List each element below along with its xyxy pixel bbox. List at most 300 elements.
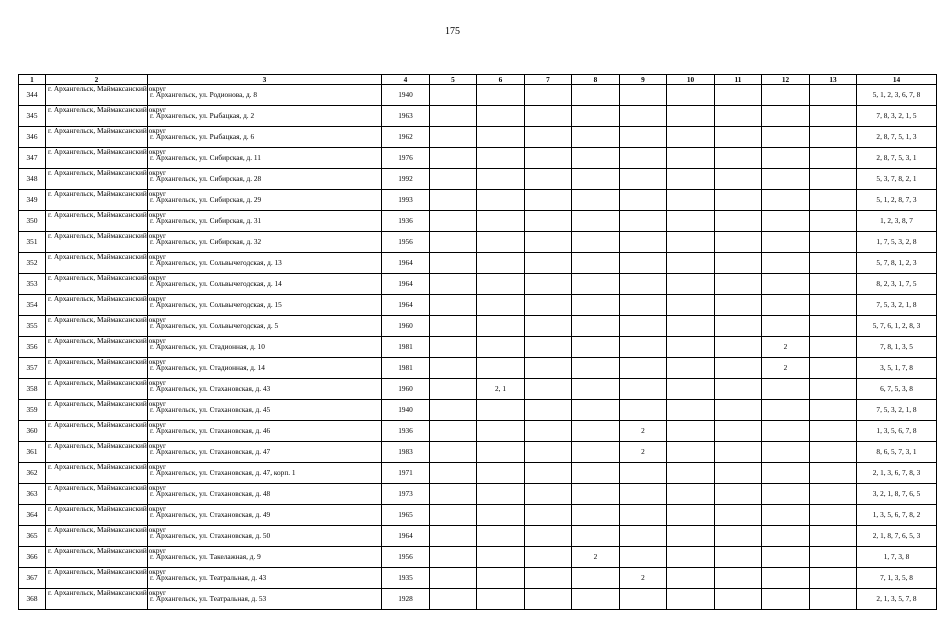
locality-cell: г. Архангельск, Маймаксанский округ — [46, 526, 148, 547]
locality-cell: г. Архангельск, Маймаксанский округ — [46, 463, 148, 484]
locality-cell: г. Архангельск, Маймаксанский округ — [46, 505, 148, 526]
address-cell: г. Архангельск, ул. Сольвычегодская, д. 13 — [148, 253, 382, 274]
col5-cell — [430, 505, 477, 526]
col8-cell — [572, 463, 620, 484]
col9-cell — [620, 400, 667, 421]
col10-cell — [667, 106, 715, 127]
locality-cell: г. Архангельск, Маймаксанский округ — [46, 421, 148, 442]
col11-cell — [715, 253, 762, 274]
locality-cell: г. Архангельск, Маймаксанский округ — [46, 295, 148, 316]
col12-cell — [762, 463, 810, 484]
table-row — [19, 190, 937, 211]
col13-cell — [810, 484, 857, 505]
column-header: 7 — [525, 75, 572, 85]
col7-cell — [525, 526, 572, 547]
col7-cell — [525, 232, 572, 253]
table-row — [19, 274, 937, 295]
address-cell: г. Архангельск, ул. Сибирская, д. 11 — [148, 148, 382, 169]
year-cell: 1964 — [382, 526, 430, 547]
col11-cell — [715, 85, 762, 106]
year-cell: 1936 — [382, 421, 430, 442]
address-cell: г. Архангельск, ул. Сибирская, д. 29 — [148, 190, 382, 211]
col13-cell — [810, 106, 857, 127]
col12-cell — [762, 190, 810, 211]
address-cell: г. Архангельск, ул. Сольвычегодская, д. 14 — [148, 274, 382, 295]
col13-cell — [810, 442, 857, 463]
col7-cell — [525, 400, 572, 421]
col10-cell — [667, 463, 715, 484]
locality-cell: г. Архангельск, Маймаксанский округ — [46, 442, 148, 463]
address-cell: г. Архангельск, ул. Стадионная, д. 10 — [148, 337, 382, 358]
col8-cell — [572, 169, 620, 190]
col14-cell: 2, 8, 7, 5, 1, 3 — [857, 127, 937, 148]
col9-cell — [620, 211, 667, 232]
col14-cell: 5, 7, 8, 1, 2, 3 — [857, 253, 937, 274]
address-cell: г. Архангельск, ул. Рыбацкая, д. 6 — [148, 127, 382, 148]
year-cell: 1935 — [382, 568, 430, 589]
year-cell: 1973 — [382, 484, 430, 505]
col8-cell: 2 — [572, 547, 620, 568]
year-cell: 1956 — [382, 232, 430, 253]
address-cell: г. Архангельск, ул. Театральная, д. 53 — [148, 589, 382, 610]
col9-cell: 2 — [620, 442, 667, 463]
col11-cell — [715, 505, 762, 526]
address-cell: г. Архангельск, ул. Стахановская, д. 46 — [148, 421, 382, 442]
col9-cell — [620, 463, 667, 484]
row-number: 359 — [19, 400, 46, 421]
table-body — [19, 85, 937, 610]
col7-cell — [525, 316, 572, 337]
col11-cell — [715, 106, 762, 127]
locality-cell: г. Архангельск, Маймаксанский округ — [46, 190, 148, 211]
col12-cell — [762, 169, 810, 190]
col6-cell — [477, 400, 525, 421]
col14-cell: 5, 1, 2, 8, 7, 3 — [857, 190, 937, 211]
col11-cell — [715, 484, 762, 505]
col14-cell: 1, 2, 3, 8, 7 — [857, 211, 937, 232]
col11-cell — [715, 547, 762, 568]
col12-cell: 2 — [762, 358, 810, 379]
col6-cell — [477, 526, 525, 547]
col8-cell — [572, 379, 620, 400]
column-header-row — [19, 75, 937, 85]
col11-cell — [715, 211, 762, 232]
col6-cell: 2, 1 — [477, 379, 525, 400]
col12-cell: 2 — [762, 337, 810, 358]
table-row — [19, 106, 937, 127]
col9-cell — [620, 106, 667, 127]
col11-cell — [715, 190, 762, 211]
col10-cell — [667, 295, 715, 316]
row-number: 352 — [19, 253, 46, 274]
column-header: 2 — [46, 75, 148, 85]
col12-cell — [762, 526, 810, 547]
col10-cell — [667, 211, 715, 232]
address-cell: г. Архангельск, ул. Сибирская, д. 32 — [148, 232, 382, 253]
table-row — [19, 442, 937, 463]
col13-cell — [810, 400, 857, 421]
col5-cell — [430, 442, 477, 463]
locality-cell: г. Архангельск, Маймаксанский округ — [46, 337, 148, 358]
col7-cell — [525, 568, 572, 589]
col9-cell — [620, 253, 667, 274]
col8-cell — [572, 400, 620, 421]
col10-cell — [667, 316, 715, 337]
col6-cell — [477, 442, 525, 463]
col12-cell — [762, 442, 810, 463]
column-header: 6 — [477, 75, 525, 85]
col6-cell — [477, 484, 525, 505]
column-header: 14 — [857, 75, 937, 85]
col13-cell — [810, 568, 857, 589]
col6-cell — [477, 190, 525, 211]
col10-cell — [667, 274, 715, 295]
table-row — [19, 505, 937, 526]
col7-cell — [525, 547, 572, 568]
col10-cell — [667, 484, 715, 505]
row-number: 367 — [19, 568, 46, 589]
col12-cell — [762, 106, 810, 127]
col8-cell — [572, 274, 620, 295]
table-row — [19, 547, 937, 568]
col8-cell — [572, 148, 620, 169]
address-cell: г. Архангельск, ул. Стахановская, д. 47 — [148, 442, 382, 463]
col11-cell — [715, 337, 762, 358]
col8-cell — [572, 337, 620, 358]
col7-cell — [525, 127, 572, 148]
col10-cell — [667, 421, 715, 442]
row-number: 368 — [19, 589, 46, 610]
col13-cell — [810, 547, 857, 568]
table-row — [19, 526, 937, 547]
col9-cell — [620, 85, 667, 106]
col10-cell — [667, 400, 715, 421]
row-number: 356 — [19, 337, 46, 358]
col14-cell: 8, 6, 5, 7, 3, 1 — [857, 442, 937, 463]
col13-cell — [810, 274, 857, 295]
col14-cell: 1, 3, 5, 6, 7, 8 — [857, 421, 937, 442]
col12-cell — [762, 379, 810, 400]
col6-cell — [477, 505, 525, 526]
col13-cell — [810, 337, 857, 358]
col7-cell — [525, 85, 572, 106]
column-header: 12 — [762, 75, 810, 85]
column-header: 1 — [19, 75, 46, 85]
row-number: 350 — [19, 211, 46, 232]
col6-cell — [477, 316, 525, 337]
col10-cell — [667, 337, 715, 358]
col14-cell: 1, 3, 5, 6, 7, 8, 2 — [857, 505, 937, 526]
address-cell: г. Архангельск, ул. Рыбацкая, д. 2 — [148, 106, 382, 127]
col10-cell — [667, 85, 715, 106]
locality-cell: г. Архангельск, Маймаксанский округ — [46, 589, 148, 610]
col9-cell: 2 — [620, 568, 667, 589]
column-header: 8 — [572, 75, 620, 85]
col9-cell — [620, 484, 667, 505]
col5-cell — [430, 526, 477, 547]
col5-cell — [430, 106, 477, 127]
col7-cell — [525, 589, 572, 610]
table-row — [19, 568, 937, 589]
col13-cell — [810, 589, 857, 610]
col8-cell — [572, 253, 620, 274]
col12-cell — [762, 547, 810, 568]
year-cell: 1976 — [382, 148, 430, 169]
col14-cell: 8, 2, 3, 1, 7, 5 — [857, 274, 937, 295]
col14-cell: 7, 5, 3, 2, 1, 8 — [857, 400, 937, 421]
year-cell: 1960 — [382, 316, 430, 337]
col8-cell — [572, 442, 620, 463]
locality-cell: г. Архангельск, Маймаксанский округ — [46, 274, 148, 295]
col12-cell — [762, 505, 810, 526]
address-cell: г. Архангельск, ул. Сибирская, д. 31 — [148, 211, 382, 232]
col13-cell — [810, 463, 857, 484]
col9-cell — [620, 547, 667, 568]
locality-cell: г. Архангельск, Маймаксанский округ — [46, 547, 148, 568]
col10-cell — [667, 526, 715, 547]
col14-cell: 5, 1, 2, 3, 6, 7, 8 — [857, 85, 937, 106]
col12-cell — [762, 295, 810, 316]
row-number: 344 — [19, 85, 46, 106]
locality-cell: г. Архангельск, Маймаксанский округ — [46, 211, 148, 232]
col5-cell — [430, 274, 477, 295]
col9-cell — [620, 190, 667, 211]
col11-cell — [715, 274, 762, 295]
year-cell: 1940 — [382, 400, 430, 421]
col10-cell — [667, 589, 715, 610]
locality-cell: г. Архангельск, Маймаксанский округ — [46, 232, 148, 253]
col5-cell — [430, 85, 477, 106]
year-cell: 1928 — [382, 589, 430, 610]
year-cell: 1960 — [382, 379, 430, 400]
address-cell: г. Архангельск, ул. Театральная, д. 43 — [148, 568, 382, 589]
year-cell: 1983 — [382, 442, 430, 463]
col13-cell — [810, 85, 857, 106]
col8-cell — [572, 358, 620, 379]
col6-cell — [477, 232, 525, 253]
col9-cell — [620, 232, 667, 253]
column-header: 11 — [715, 75, 762, 85]
col13-cell — [810, 316, 857, 337]
row-number: 365 — [19, 526, 46, 547]
col12-cell — [762, 316, 810, 337]
col7-cell — [525, 358, 572, 379]
col12-cell — [762, 400, 810, 421]
col8-cell — [572, 484, 620, 505]
col7-cell — [525, 169, 572, 190]
col14-cell: 5, 3, 7, 8, 2, 1 — [857, 169, 937, 190]
col5-cell — [430, 316, 477, 337]
col8-cell — [572, 316, 620, 337]
locality-cell: г. Архангельск, Маймаксанский округ — [46, 253, 148, 274]
col10-cell — [667, 190, 715, 211]
col9-cell: 2 — [620, 421, 667, 442]
col13-cell — [810, 526, 857, 547]
col9-cell — [620, 148, 667, 169]
row-number: 366 — [19, 547, 46, 568]
row-number: 355 — [19, 316, 46, 337]
year-cell: 1936 — [382, 211, 430, 232]
col13-cell — [810, 358, 857, 379]
col5-cell — [430, 589, 477, 610]
year-cell: 1993 — [382, 190, 430, 211]
table-row — [19, 421, 937, 442]
year-cell: 1964 — [382, 295, 430, 316]
col5-cell — [430, 169, 477, 190]
col14-cell: 7, 8, 3, 2, 1, 5 — [857, 106, 937, 127]
col10-cell — [667, 148, 715, 169]
col9-cell — [620, 169, 667, 190]
address-cell: г. Архангельск, ул. Такелажная, д. 9 — [148, 547, 382, 568]
table-row — [19, 400, 937, 421]
col7-cell — [525, 505, 572, 526]
col8-cell — [572, 127, 620, 148]
locality-cell: г. Архангельск, Маймаксанский округ — [46, 316, 148, 337]
col14-cell: 7, 5, 3, 2, 1, 8 — [857, 295, 937, 316]
col7-cell — [525, 421, 572, 442]
col8-cell — [572, 106, 620, 127]
col14-cell: 2, 1, 3, 5, 7, 8 — [857, 589, 937, 610]
year-cell: 1956 — [382, 547, 430, 568]
col14-cell: 3, 2, 1, 8, 7, 6, 5 — [857, 484, 937, 505]
column-header: 13 — [810, 75, 857, 85]
col10-cell — [667, 127, 715, 148]
year-cell: 1992 — [382, 169, 430, 190]
col5-cell — [430, 337, 477, 358]
locality-cell: г. Архангельск, Маймаксанский округ — [46, 148, 148, 169]
col9-cell — [620, 337, 667, 358]
row-number: 353 — [19, 274, 46, 295]
col13-cell — [810, 253, 857, 274]
locality-cell: г. Архангельск, Маймаксанский округ — [46, 358, 148, 379]
column-header: 10 — [667, 75, 715, 85]
address-cell: г. Архангельск, ул. Стахановская, д. 47, корп. 1 — [148, 463, 382, 484]
col5-cell — [430, 379, 477, 400]
row-number: 354 — [19, 295, 46, 316]
col14-cell: 1, 7, 3, 8 — [857, 547, 937, 568]
table-row — [19, 253, 937, 274]
col14-cell: 2, 8, 7, 5, 3, 1 — [857, 148, 937, 169]
col5-cell — [430, 358, 477, 379]
col6-cell — [477, 568, 525, 589]
table-row — [19, 211, 937, 232]
col7-cell — [525, 148, 572, 169]
col5-cell — [430, 253, 477, 274]
row-number: 360 — [19, 421, 46, 442]
col8-cell — [572, 505, 620, 526]
col13-cell — [810, 169, 857, 190]
col13-cell — [810, 421, 857, 442]
col6-cell — [477, 547, 525, 568]
col12-cell — [762, 232, 810, 253]
col11-cell — [715, 358, 762, 379]
col7-cell — [525, 463, 572, 484]
col9-cell — [620, 316, 667, 337]
year-cell: 1964 — [382, 274, 430, 295]
col11-cell — [715, 568, 762, 589]
col7-cell — [525, 484, 572, 505]
col14-cell: 3, 5, 1, 7, 8 — [857, 358, 937, 379]
col8-cell — [572, 211, 620, 232]
col7-cell — [525, 337, 572, 358]
table-row — [19, 337, 937, 358]
col9-cell — [620, 589, 667, 610]
col6-cell — [477, 211, 525, 232]
col8-cell — [572, 232, 620, 253]
address-cell: г. Архангельск, ул. Стахановская, д. 49 — [148, 505, 382, 526]
table-row — [19, 484, 937, 505]
table-row — [19, 232, 937, 253]
table-row — [19, 169, 937, 190]
col9-cell — [620, 358, 667, 379]
row-number: 362 — [19, 463, 46, 484]
col13-cell — [810, 295, 857, 316]
col8-cell — [572, 589, 620, 610]
locality-cell: г. Архангельск, Маймаксанский округ — [46, 169, 148, 190]
row-number: 357 — [19, 358, 46, 379]
col14-cell: 1, 7, 5, 3, 2, 8 — [857, 232, 937, 253]
row-number: 351 — [19, 232, 46, 253]
col14-cell: 2, 1, 3, 6, 7, 8, 3 — [857, 463, 937, 484]
row-number: 346 — [19, 127, 46, 148]
table-row — [19, 379, 937, 400]
col7-cell — [525, 211, 572, 232]
row-number: 345 — [19, 106, 46, 127]
year-cell: 1965 — [382, 505, 430, 526]
col8-cell — [572, 568, 620, 589]
col6-cell — [477, 421, 525, 442]
locality-cell: г. Архангельск, Маймаксанский округ — [46, 484, 148, 505]
column-header: 9 — [620, 75, 667, 85]
col8-cell — [572, 421, 620, 442]
column-header: 5 — [430, 75, 477, 85]
col10-cell — [667, 358, 715, 379]
col5-cell — [430, 400, 477, 421]
column-header: 3 — [148, 75, 382, 85]
col5-cell — [430, 127, 477, 148]
table-row — [19, 295, 937, 316]
col7-cell — [525, 253, 572, 274]
locality-cell: г. Архангельск, Маймаксанский округ — [46, 400, 148, 421]
row-number: 364 — [19, 505, 46, 526]
year-cell: 1971 — [382, 463, 430, 484]
row-number: 358 — [19, 379, 46, 400]
col12-cell — [762, 484, 810, 505]
col5-cell — [430, 568, 477, 589]
year-cell: 1981 — [382, 358, 430, 379]
col12-cell — [762, 274, 810, 295]
col12-cell — [762, 211, 810, 232]
col5-cell — [430, 547, 477, 568]
col12-cell — [762, 127, 810, 148]
col14-cell: 2, 1, 8, 7, 6, 5, 3 — [857, 526, 937, 547]
col13-cell — [810, 379, 857, 400]
col6-cell — [477, 169, 525, 190]
col8-cell — [572, 526, 620, 547]
row-number: 361 — [19, 442, 46, 463]
col5-cell — [430, 232, 477, 253]
col12-cell — [762, 253, 810, 274]
col10-cell — [667, 442, 715, 463]
register-table — [18, 74, 937, 610]
col9-cell — [620, 379, 667, 400]
year-cell: 1963 — [382, 106, 430, 127]
col11-cell — [715, 169, 762, 190]
col9-cell — [620, 274, 667, 295]
col14-cell: 6, 7, 5, 3, 8 — [857, 379, 937, 400]
address-cell: г. Архангельск, ул. Стахановская, д. 48 — [148, 484, 382, 505]
column-header: 4 — [382, 75, 430, 85]
